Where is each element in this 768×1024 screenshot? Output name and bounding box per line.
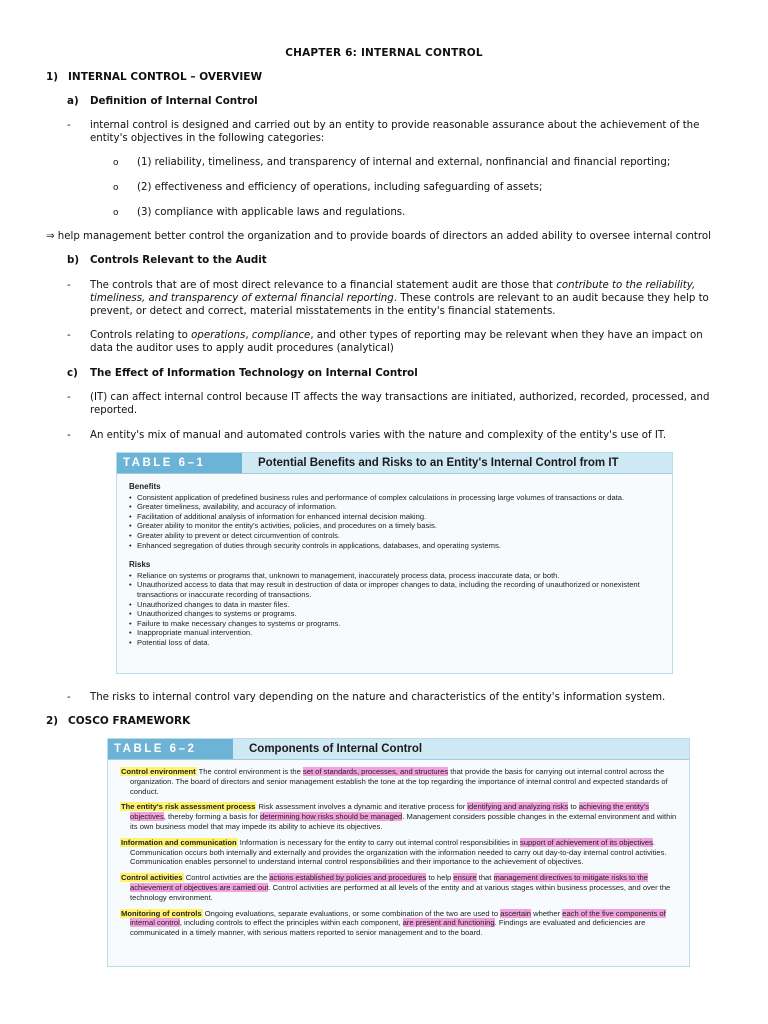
section-1-number: 1) (46, 71, 59, 83)
component-term: The entity's risk assessment process (121, 802, 256, 812)
component-term: Control environment (121, 767, 196, 776)
definition-paragraph: internal control is designed and carried out by an entity to provide reasonable assurance about the achievement of the entity's objectives in the following categories: (90, 120, 700, 144)
table-6-1-body (117, 474, 672, 648)
component-term: Monitoring of controls (121, 908, 202, 918)
text-run: that (476, 873, 494, 883)
list-item: • Potential loss of data. (129, 638, 662, 648)
text-run: , including controls to effect the principles within each component, (179, 918, 403, 928)
dash-marker: - (67, 120, 71, 131)
component-information-communication (120, 838, 679, 867)
list-item: • Reliance on systems or programs that, unknown to management, inaccurately process data, process inaccurate data, or both. (129, 571, 662, 581)
text-run: to help (426, 873, 454, 883)
text-run: , thereby forming a basis for (163, 812, 261, 822)
text-run: , (245, 330, 252, 341)
highlighted-text: determining how risks should be managed (260, 812, 403, 822)
bullet-marker: o (113, 183, 119, 193)
it-effect-paragraph: (IT) can affect internal control because IT affects the way transactions are initiated, authorized, recorded, processed, and reported. (90, 392, 710, 416)
list-item: • Greater ability to monitor the entity's activities, policies, and procedures on a timely basis. (129, 521, 662, 531)
text-run: , and other types of reporting may be relevant when they have an impact on data the auditor uses to apply audit procedures (analytical) (90, 330, 703, 354)
section-1-title: INTERNAL CONTROL – OVERVIEW (68, 71, 263, 83)
dash-marker: - (67, 430, 71, 441)
table-6-1-header (117, 453, 672, 474)
conclusion-line: ⇒ help management better control the organization and to provide boards of directors an added ability to oversee internal control (46, 231, 711, 242)
list-item: • Unauthorized changes to data in master files. (129, 600, 662, 610)
text-run: that provide the basis for carrying out internal control across the organization. The board of directors and senior management establish the tone at the top regarding the importance of internal control and expected standards of conduct. (130, 767, 668, 796)
subsection-b-heading (67, 254, 267, 267)
section-2-title: COSCO FRAMEWORK (68, 715, 191, 727)
highlighted-text: ascertain (500, 908, 532, 918)
risks-heading: Risks (129, 560, 151, 570)
list-item: • Facilitation of additional analysis of information for enhanced internal decision making. (129, 512, 662, 522)
benefits-heading: Benefits (129, 482, 161, 491)
table-6-1-title: Potential Benefits and Risks to an Entity's Internal Control from IT (258, 456, 619, 469)
it-mix-paragraph: An entity's mix of manual and automated controls varies with the nature and complexity of the entity's use of IT. (90, 430, 667, 441)
text-run: . Management considers possible changes in the external environment and within its own business model that may impede its ability to achieve its objectives. (130, 812, 677, 831)
risks-list (129, 571, 662, 648)
text-run: The control environment is the (196, 767, 303, 776)
component-risk-assessment (120, 802, 679, 831)
highlighted-text: are present and functioning (402, 918, 495, 928)
component-term: Control activities (121, 873, 183, 883)
table-6-2-number: TABLE 6–2 (108, 739, 233, 759)
table-6-2-title: Components of Internal Control (249, 742, 423, 755)
list-item: • Unauthorized access to data that may result in destruction of data or improper changes to data, including the recording of unauthorized or nonexistent transactions or inaccurate recording of transactions. (129, 580, 662, 599)
subsection-c-letter: c) (67, 367, 78, 379)
dash-marker: - (67, 280, 71, 291)
subsection-b-title: Controls Relevant to the Audit (90, 254, 267, 266)
relevant-controls-paragraph (90, 279, 710, 318)
emphasis-text: operations (191, 330, 246, 341)
table-6-2-body (108, 760, 689, 938)
text-run: whether (531, 908, 563, 918)
dash-marker: - (67, 392, 71, 403)
category-bullet-1: (1) reliability, timeliness, and transparency of internal and external, nonfinancial and financial reporting; (137, 157, 671, 168)
text-run: Information is necessary for the entity to carry out internal control responsibilities in (237, 837, 520, 847)
text-run: Risk assessment involves a dynamic and iterative process for (256, 802, 468, 812)
dash-marker: - (67, 330, 71, 341)
highlighted-text: actions established by policies and procedures (269, 873, 427, 883)
table-6-1-number: TABLE 6–1 (117, 453, 242, 473)
text-run: Ongoing evaluations, separate evaluations, or some combination of the two are used to (202, 908, 501, 918)
highlighted-text: management directives to mitigate risks to the achievement of objectives are carried out (130, 873, 648, 892)
highlighted-text: ensure (453, 873, 477, 883)
text-run: . These controls are relevant to an audit because they help to prevent, or detect and correct, material misstatements in the entity's financial statements. (90, 293, 709, 317)
component-control-environment (120, 767, 679, 796)
table-6-1 (116, 452, 673, 674)
text-run: Controls relating to (90, 330, 192, 341)
emphasis-text: contribute to the reliability, timeliness, and transparency of external financial reporting (90, 280, 696, 304)
section-2-heading (46, 715, 190, 728)
bullet-marker: o (113, 158, 119, 168)
list-item: • Consistent application of predefined business rules and performance of complex calculations in processing large volumes of transactions or data. (129, 493, 662, 503)
text-run: . Findings are evaluated and deficiencies are communicated in a timely manner, with serious matters reported to senior management and to the board. (130, 918, 646, 938)
list-item: • Unauthorized changes to systems or programs. (129, 609, 662, 619)
benefits-list (129, 493, 662, 551)
list-item: • Failure to make necessary changes to systems or programs. (129, 619, 662, 629)
subsection-c-heading (67, 367, 418, 380)
subsection-c-title: The Effect of Information Technology on Internal Control (90, 367, 418, 379)
component-term: Information and communication (121, 837, 237, 847)
subsection-a-heading (67, 95, 258, 108)
highlighted-text: set of standards, processes, and structures (302, 767, 449, 776)
highlighted-text: achieving the entity's objectives (130, 802, 650, 822)
bullet-marker: o (113, 208, 119, 218)
category-bullet-3: (3) compliance with applicable laws and regulations. (137, 207, 406, 218)
list-item: • Greater ability to prevent or detect circumvention of controls. (129, 531, 662, 541)
list-item: • Greater timeliness, availability, and accuracy of information. (129, 502, 662, 512)
text-run: . Communication occurs both internally and externally and provides the organization with the information needed to carry out day-to-day internal control activities. Communication enables personnel to understand internal control responsibilities and their importance to the achievement of objectives. (130, 837, 667, 867)
emphasis-text: compliance (251, 330, 311, 341)
risks-vary-paragraph: The risks to internal control vary depending on the nature and characteristics of the entity's information system. (90, 692, 666, 703)
section-2-number: 2) (46, 715, 59, 727)
table-6-2-header (108, 739, 689, 760)
subsection-a-title: Definition of Internal Control (90, 95, 258, 107)
section-1-heading (46, 71, 262, 84)
highlighted-text: support of achievement of its objectives (519, 837, 653, 847)
component-control-activities (120, 873, 679, 902)
text-run: to (568, 802, 579, 812)
subsection-a-letter: a) (67, 95, 79, 107)
text-run: Control activities are the (183, 873, 270, 883)
subsection-b-letter: b) (67, 254, 80, 266)
highlighted-text: each of the five components of internal control (130, 908, 666, 928)
component-monitoring (120, 909, 679, 938)
table-6-2 (107, 738, 690, 967)
list-item: • Enhanced segregation of duties through security controls in applications, databases, and operating systems. (129, 541, 662, 551)
other-controls-paragraph (90, 329, 710, 355)
chapter-title: CHAPTER 6: INTERNAL CONTROL (285, 47, 483, 59)
category-bullet-2: (2) effectiveness and efficiency of operations, including safeguarding of assets; (137, 182, 543, 193)
highlighted-text: identifying and analyzing risks (467, 802, 569, 812)
list-item: • Inappropriate manual intervention. (129, 628, 662, 638)
text-run: . Control activities are performed at all levels of the entity and at various stages within business processes, and over the technology environment. (130, 882, 671, 902)
dash-marker: - (67, 692, 71, 703)
text-run: The controls that are of most direct relevance to a financial statement audit are those that (90, 280, 557, 291)
